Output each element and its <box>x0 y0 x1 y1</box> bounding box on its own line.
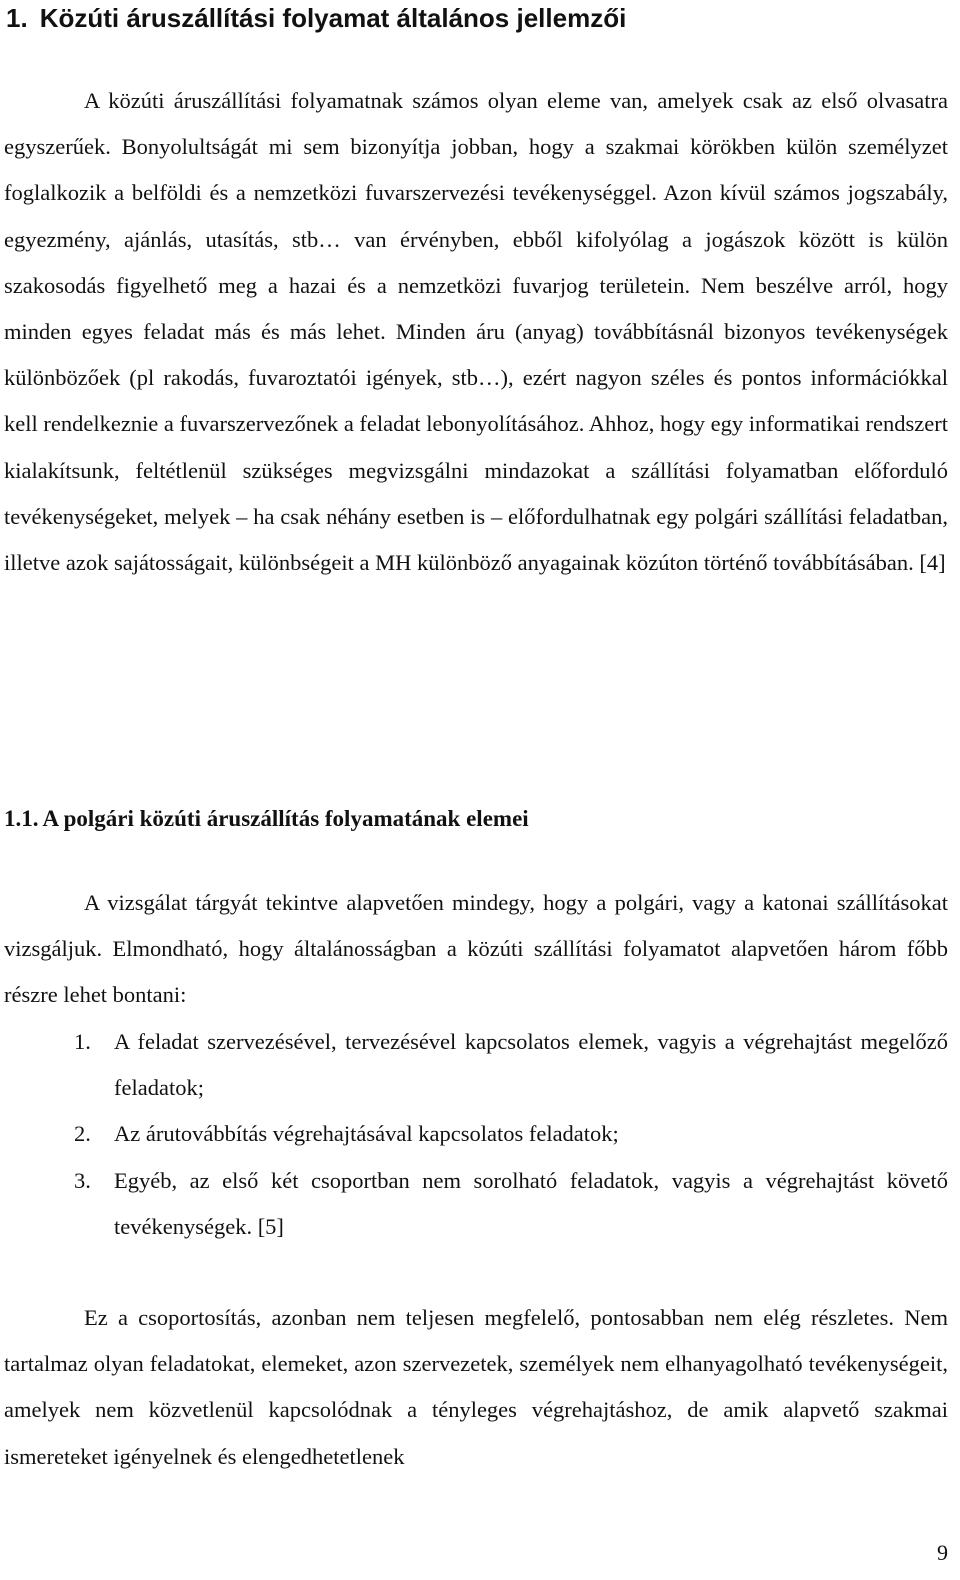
list-item-marker: 2. <box>74 1121 91 1147</box>
list-item <box>4 1111 948 1157</box>
paragraph-intro: A közúti áruszállítási folyamatnak számos olyan eleme van, amelyek csak az első olvasatra egyszerűek. Bonyolultságát mi sem bizonyítja jobban, hogy a szakmai körökben külön személyzet foglalkozik a belföldi és a nemzetközi fuvarszervezési tevékenységgel. Azon kívül számos jogszabály, egyezmény, ajánlás, utasítás, stb… van érvényben, ebből kifolyólag a jogászok között is külön szakosodás figyelhető meg a hazai és a nemzetközi fuvarjog területein. Nem beszélve arról, hogy minden egyes feladat más és más lehet. Minden áru (anyag) továbbításnál bizonyos tevékenységek különbözőek (pl rakodás, fuvaroztatói igények, stb…), ezért nagyon széles és pontos információkkal kell rendelkeznie a fuvarszervezőnek a feladat lebonyolításához. Ahhoz, hogy egy informatikai rendszert kialakítsunk, feltétlenül szükséges megvizsgálni mindazokat a szállítási folyamatban előforduló tevékenységeket, melyek – ha csak néhány esetben is – előfordulhatnak egy polgári szállítási feladatban, illetve azok sajátosságait, különbségeit a MH különböző anyagainak közúton történő továbbításában. [4] <box>4 88 948 576</box>
list-item <box>4 1019 948 1111</box>
list-item-text: Egyéb, az első két csoportban nem sorolható feladatok, vagyis a végrehajtást követő tevékenységek. [5] <box>114 1167 948 1239</box>
section-heading <box>4 802 944 836</box>
section-title: A polgári közúti áruszállítás folyamatának elemei <box>42 806 529 831</box>
chapter-title: Közúti áruszállítási folyamat általános jellemzői <box>39 3 627 33</box>
paragraph-grouping: Ez a csoportosítás, azonban nem teljesen megfelelő, pontosabban nem elég részletes. Nem tartalmaz olyan feladatokat, elemeket, azon szervezetek, személyek nem elhanyagolható tevékenységeit, amelyek nem közvetlenül kapcsolódnak a tényleges végrehajtáshoz, de amik alapvető szakmai ismereteket igényelnek és elengedhetetlenek <box>4 1305 948 1469</box>
process-parts-list <box>4 1019 948 1250</box>
list-item-text: Az árutovábbítás végrehajtásával kapcsolatos feladatok; <box>114 1121 619 1147</box>
section-number: 1.1. <box>4 806 39 831</box>
chapter-heading <box>6 2 946 34</box>
list-item <box>4 1158 948 1250</box>
list-item-marker: 3. <box>74 1167 91 1193</box>
list-item-text: A feladat szervezésével, tervezésével kapcsolatos elemek, vagyis a végrehajtást megelőző feladatok; <box>114 1029 948 1101</box>
list-item-marker: 1. <box>74 1029 91 1054</box>
chapter-number: 1. <box>6 3 28 33</box>
paragraph-process-parts: A vizsgálat tárgyát tekintve alapvetően mindegy, hogy a polgári, vagy a katonai szállításokat vizsgáljuk. Elmondható, hogy általánosságban a közúti szállítási folyamatot alapvetően három főbb részre lehet bontani: <box>4 890 948 1008</box>
page-number: 9 <box>937 1540 948 1565</box>
